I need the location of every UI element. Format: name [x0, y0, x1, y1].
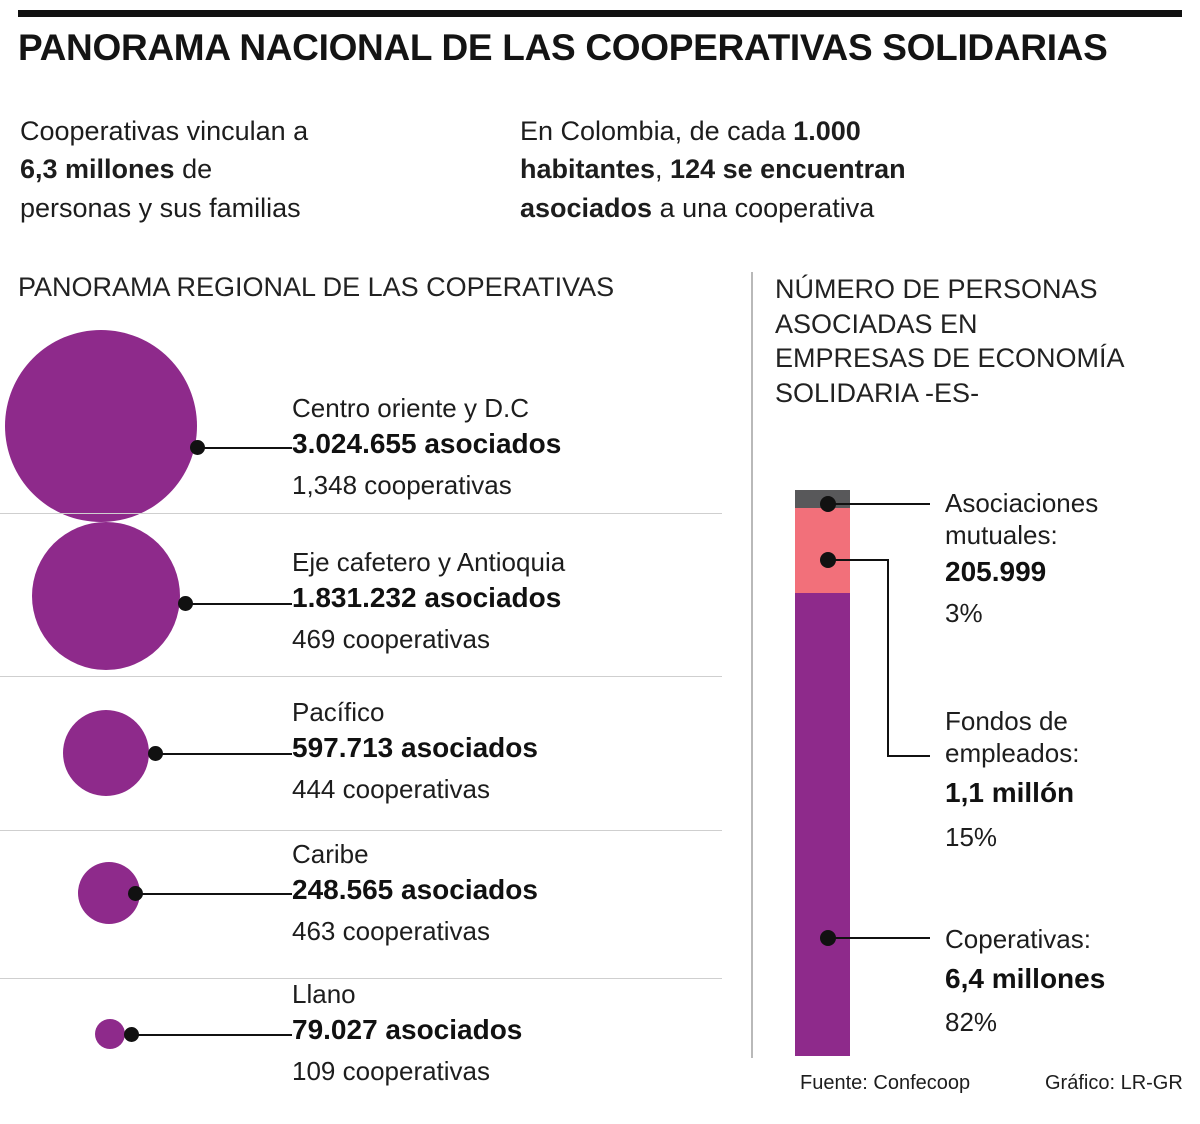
bar-segment-cooperativas	[795, 593, 850, 1056]
segment-label-mutuales	[945, 488, 1200, 552]
region-cooperatives: 463 cooperativas	[292, 916, 491, 946]
intro-right-bold1: 1.000	[793, 116, 861, 146]
regional-bubble-chart	[0, 330, 740, 1120]
page-title: PANORAMA NACIONAL DE LAS COOPERATIVAS SOLIDARIAS	[18, 27, 1108, 68]
segment-label-coperativas	[945, 924, 1200, 956]
leader-line	[135, 893, 292, 895]
right-heading-line3: EMPRESAS DE ECONOMÍA	[775, 343, 1125, 374]
table-row	[0, 514, 730, 674]
segment-label-fondos	[945, 706, 1200, 770]
region-associates: 597.713 asociados	[292, 732, 538, 763]
intro-left-line3: personas y sus familias	[20, 192, 301, 223]
leader-line	[197, 447, 292, 449]
intro-left-line1: Cooperativas vinculan a	[20, 116, 309, 146]
region-cooperatives: 109 cooperativas	[292, 1056, 491, 1086]
bar-segment-fondos	[795, 508, 850, 593]
table-row	[0, 330, 730, 512]
section-heading-asociadas	[775, 272, 1175, 410]
intro-left-text	[20, 112, 460, 227]
mutuales-name-line2: mutuales:	[945, 519, 1058, 550]
region-associates: 79.027 asociados	[292, 1014, 523, 1045]
region-cooperatives: 469 cooperativas	[292, 624, 491, 654]
intro-right-bold4: asociados	[520, 192, 653, 223]
top-rule	[18, 10, 1182, 17]
mutuales-name-line1: Asociaciones	[945, 488, 1099, 518]
fondos-name-line2: empleados:	[945, 737, 1080, 768]
credit-label: Gráfico: LR-GR	[1045, 1072, 1183, 1094]
stacked-bar-chart	[795, 490, 850, 1056]
intro-right-seg1: En Colombia, de cada	[520, 116, 794, 146]
vertical-divider	[751, 272, 753, 1058]
region-name: Centro oriente y D.C	[292, 393, 529, 423]
right-heading-line2: ASOCIADAS EN	[775, 308, 978, 339]
leader-line	[131, 1034, 292, 1036]
table-row	[0, 678, 730, 830]
segment-value-mutuales: 205.999	[945, 556, 1047, 587]
segment-value-coperativas: 6,4 millones	[945, 963, 1106, 994]
region-name: Pacífico	[292, 697, 385, 727]
region-cooperatives: 444 cooperativas	[292, 774, 491, 804]
region-name: Caribe	[292, 839, 369, 869]
segment-pct-coperativas: 82%	[945, 1007, 998, 1037]
intro-right-seg2: ,	[655, 154, 671, 185]
leader-line	[155, 753, 292, 755]
intro-right-text	[520, 112, 1140, 227]
intro-right-seg3: a una cooperativa	[652, 192, 875, 223]
intro-left-bold: 6,3 millones	[20, 154, 175, 185]
segment-pct-fondos: 15%	[945, 822, 998, 852]
coperativas-name: Coperativas:	[945, 924, 1091, 954]
region-cooperatives: 1,348 cooperativas	[292, 470, 512, 500]
intro-left-rest: de	[174, 154, 213, 185]
segment-value-fondos: 1,1 millón	[945, 777, 1075, 808]
fondos-name-line1: Fondos de	[945, 706, 1068, 736]
row-separator	[0, 676, 722, 677]
right-heading-line1: NÚMERO DE PERSONAS	[775, 274, 1098, 304]
table-row	[0, 830, 730, 978]
bar-segment-mutuales	[795, 490, 850, 508]
bubble-eje-cafetero	[32, 522, 180, 670]
region-associates: 3.024.655 asociados	[292, 428, 562, 459]
segment-pct-mutuales: 3%	[945, 598, 983, 628]
region-name: Eje cafetero y Antioquia	[292, 547, 566, 577]
right-heading-line4: SOLIDARIA -ES-	[775, 377, 980, 408]
region-name: Llano	[292, 979, 356, 1009]
table-row	[0, 978, 730, 1118]
bubble-centro-oriente	[5, 330, 197, 522]
intro-right-bold2: habitantes	[520, 154, 656, 185]
bubble-pacifico	[63, 710, 149, 796]
section-heading-regional: PANORAMA REGIONAL DE LAS COPERATIVAS	[18, 272, 615, 302]
leader-line	[185, 603, 292, 605]
source-label: Fuente: Confecoop	[800, 1072, 971, 1094]
bubble-llano	[95, 1019, 125, 1049]
region-associates: 1.831.232 asociados	[292, 582, 562, 613]
intro-right-bold3: 124 se encuentran	[670, 154, 906, 185]
region-associates: 248.565 asociados	[292, 874, 538, 905]
